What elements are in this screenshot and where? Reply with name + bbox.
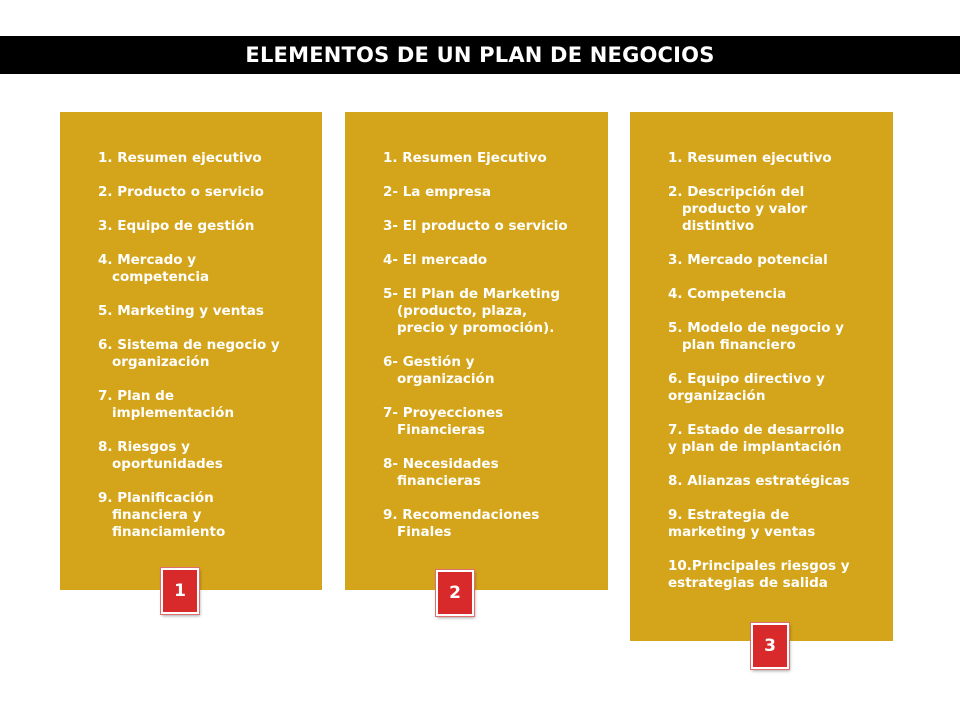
title-bar: [0, 36, 960, 74]
list-item: 5. Marketing y ventas: [98, 303, 264, 319]
list-item: 8. Alianzas estratégicas: [668, 473, 850, 489]
panel-1: [60, 112, 322, 590]
badge-3: 3: [751, 623, 789, 669]
list-item: 1. Resumen ejecutivo: [668, 150, 832, 166]
list-item: 2- La empresa: [383, 184, 491, 200]
list-item: 5. Modelo de negocio y plan financiero: [668, 320, 844, 353]
list-item: 7. Plan de implementación: [98, 388, 235, 421]
list-item: 1. Resumen ejecutivo: [98, 150, 262, 166]
list-item: 2. Producto o servicio: [98, 184, 264, 200]
badge-1: 1: [161, 568, 199, 614]
list-item: 6. Equipo directivo y organización: [668, 371, 825, 404]
list-item: 3- El producto o servicio: [383, 218, 568, 234]
page-title: ELEMENTOS DE UN PLAN DE NEGOCIOS: [245, 43, 715, 67]
list-item: 4. Competencia: [668, 286, 787, 302]
list-item: 4- El mercado: [383, 252, 488, 268]
list-item: 3. Equipo de gestión: [98, 218, 255, 234]
list-item: 6. Sistema de negocio y organización: [98, 337, 280, 370]
list-item: 4. Mercado y competencia: [98, 252, 210, 285]
panel-1-list: [98, 150, 322, 541]
list-item: 9. Planificación financiera y financiamiento: [98, 490, 226, 540]
panel-3-list: [668, 150, 893, 592]
list-item: 9. Estrategia de marketing y ventas: [668, 507, 816, 540]
list-item: 8- Necesidades financieras: [383, 456, 499, 489]
list-item: 7. Estado de desarrollo y plan de implantación: [668, 422, 845, 455]
list-item: 1. Resumen Ejecutivo: [383, 150, 547, 166]
list-item: 3. Mercado potencial: [668, 252, 828, 268]
list-item: 2. Descripción del producto y valor distintivo: [668, 184, 808, 234]
badge-2: 2: [436, 570, 474, 616]
panel-2-list: [383, 150, 608, 541]
list-item: 8. Riesgos y oportunidades: [98, 439, 223, 472]
list-item: 7- Proyecciones Financieras: [383, 405, 504, 438]
list-item: 6- Gestión y organización: [383, 354, 495, 387]
panel-2: [345, 112, 608, 590]
list-item: 10.Principales riesgos y estrategias de salida: [668, 558, 850, 591]
list-item: 9. Recomendaciones Finales: [383, 507, 540, 540]
list-item: 5- El Plan de Marketing (producto, plaza, precio y promoción).: [383, 286, 561, 336]
panel-3: [630, 112, 893, 641]
